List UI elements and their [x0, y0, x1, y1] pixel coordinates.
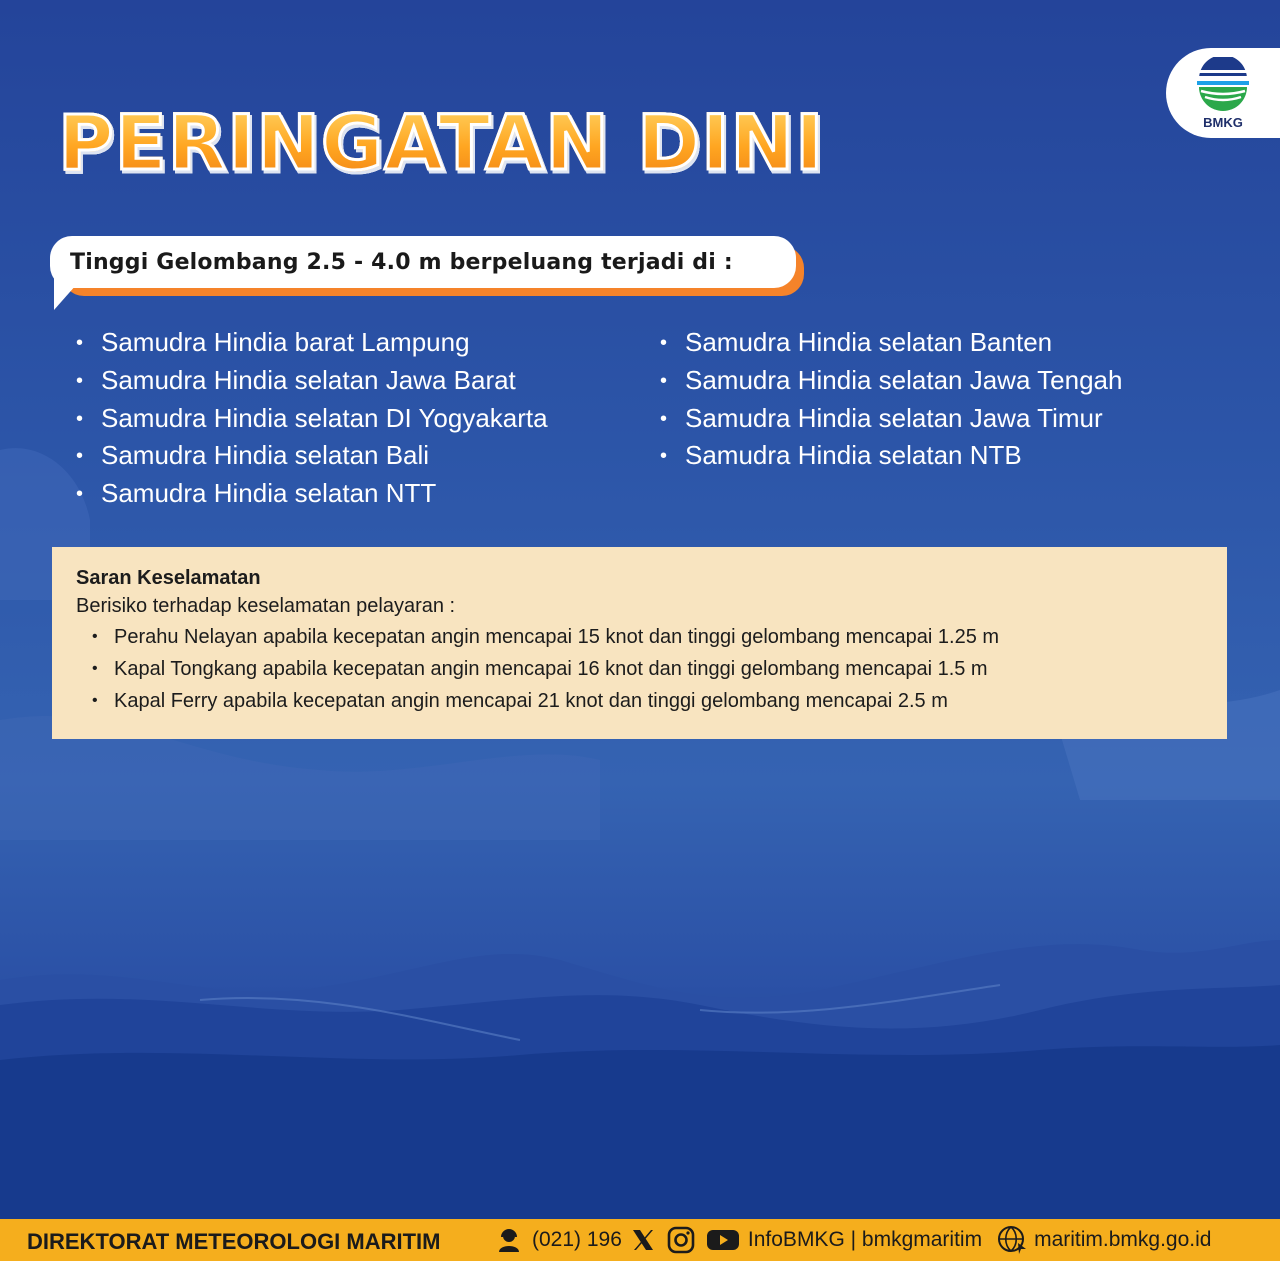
safety-subtitle: Berisiko terhadap keselamatan pelayaran : [76, 595, 456, 617]
call-center-icon [496, 1227, 522, 1253]
list-item: • Samudra Hindia selatan NTB [660, 440, 1022, 471]
x-icon[interactable] [630, 1227, 656, 1253]
bmkg-emblem-icon [1193, 57, 1253, 115]
safety-title: Saran Keselamatan [76, 567, 261, 589]
youtube-icon[interactable] [706, 1227, 740, 1253]
list-item: • Kapal Ferry apabila kecepatan angin mencapai 21 knot dan tinggi gelombang mencapai 2.5 m [92, 690, 948, 712]
list-item: • Samudra Hindia selatan NTT [76, 478, 437, 509]
list-item: • Samudra Hindia selatan Jawa Barat [76, 364, 516, 395]
locations-left-list [76, 324, 548, 513]
list-item: • Samudra Hindia selatan DI Yogyakarta [76, 402, 548, 433]
footer-bar [0, 1219, 1280, 1261]
safety-list [76, 621, 1203, 717]
list-item: • Samudra Hindia selatan Jawa Tengah [660, 364, 1123, 395]
list-item: • Samudra Hindia selatan Jawa Timur [660, 402, 1103, 433]
page-title: PERINGATAN DINI [58, 98, 825, 187]
web-icon[interactable] [996, 1225, 1028, 1255]
logo-text: BMKG [1203, 114, 1243, 130]
list-item: • Samudra Hindia barat Lampung [76, 327, 470, 357]
list-item: • Kapal Tongkang apabila kecepatan angin mencapai 16 knot dan tinggi gelombang mencapai 1.5 m [92, 658, 988, 680]
wave-notice-bubble [50, 236, 810, 316]
footer-org: DIREKTORAT METEOROLOGI MARITIM [27, 1229, 441, 1254]
safety-advice-panel [52, 547, 1227, 739]
footer-social[interactable]: InfoBMKG | bmkgmaritim [747, 1228, 983, 1251]
footer-phone[interactable]: (021) 196 [532, 1228, 622, 1251]
footer-contacts [496, 1225, 1211, 1255]
list-item: • Samudra Hindia selatan Banten [660, 327, 1053, 357]
locations-right-list [660, 324, 1122, 475]
bubble-body [50, 236, 796, 288]
list-item: • Samudra Hindia selatan Bali [76, 440, 430, 471]
wave-notice-text: Tinggi Gelombang 2.5 - 4.0 m berpeluang terjadi di : [70, 249, 733, 275]
instagram-icon[interactable] [666, 1225, 696, 1255]
list-item: • Perahu Nelayan apabila kecepatan angin mencapai 15 knot dan tinggi gelombang mencapai 1.25 m [92, 626, 1000, 648]
bmkg-logo [1166, 48, 1280, 138]
footer-website[interactable]: maritim.bmkg.go.id [1034, 1228, 1212, 1251]
